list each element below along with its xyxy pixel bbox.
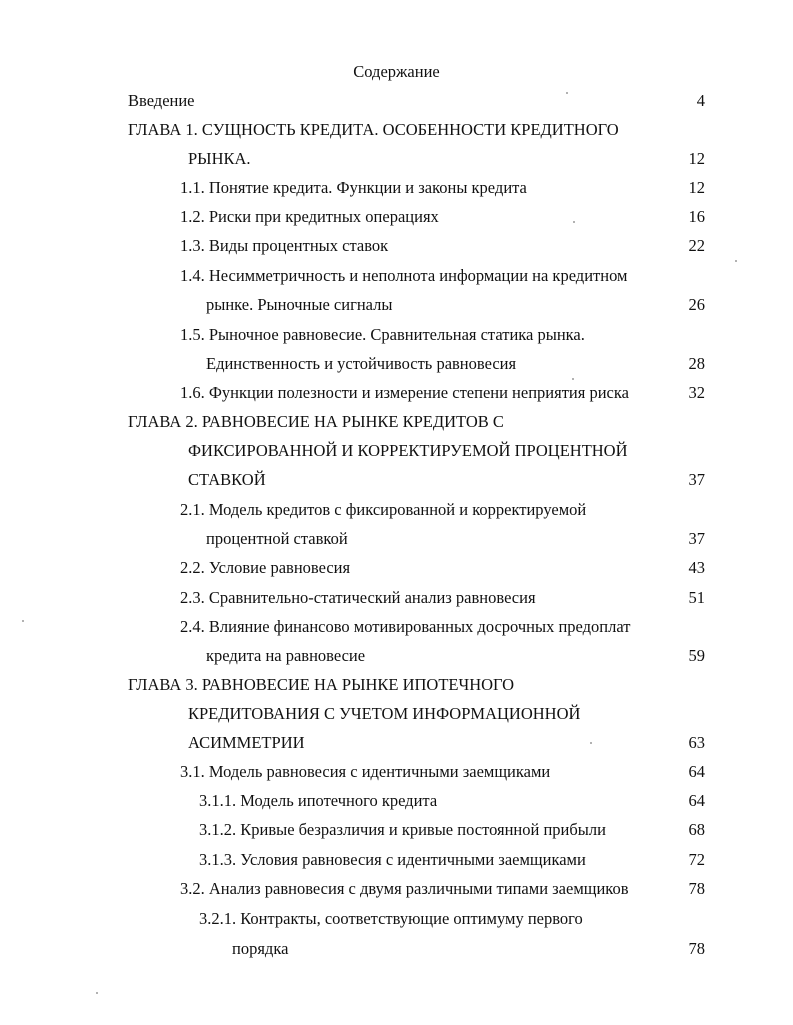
toc-page-number: 51 (688, 588, 705, 607)
toc-chapter-2-line-1: ГЛАВА 2. РАВНОВЕСИЕ НА РЫНКЕ КРЕДИТОВ С (128, 412, 504, 431)
toc-chapter-2-line-3: СТАВКОЙ (188, 470, 266, 489)
toc-entry-intro: Введение (128, 91, 195, 110)
toc-page-number: 68 (688, 820, 705, 839)
toc-section-1-6: 1.6. Функции полезности и измерение степени неприятия риска (180, 383, 629, 402)
toc-page-number: 64 (688, 762, 705, 781)
toc-section-1-4-line-2: рынке. Рыночные сигналы (206, 295, 393, 314)
toc-section-1-4-line-1: 1.4. Несимметричность и неполнота информации на кредитном (180, 266, 628, 285)
toc-page-number: 28 (688, 354, 705, 373)
toc-page-number: 43 (688, 558, 705, 577)
toc-section-3-1-2: 3.1.2. Кривые безразличия и кривые постоянной прибыли (199, 820, 606, 839)
page-title: Содержание (353, 62, 440, 81)
toc-section-3-1-3: 3.1.3. Условия равновесия с идентичными заемщиками (199, 850, 586, 869)
toc-chapter-1-line-2: РЫНКА. (188, 149, 251, 168)
toc-page-number: 63 (688, 733, 705, 752)
toc-chapter-3-line-3: АСИММЕТРИИ (188, 733, 305, 752)
toc-page-number: 32 (688, 383, 705, 402)
toc-section-3-1: 3.1. Модель равновесия с идентичными заемщиками (180, 762, 551, 781)
toc-page-number: 26 (688, 295, 705, 314)
toc-page-number: 64 (688, 791, 705, 810)
toc-page-number: 72 (688, 850, 705, 869)
toc-page-number: 78 (688, 939, 705, 958)
scan-speck (572, 378, 574, 380)
scan-speck (96, 992, 98, 994)
scan-speck (573, 221, 575, 223)
toc-section-2-4-line-2: кредита на равновесие (206, 646, 366, 665)
toc-page-number: 78 (688, 879, 705, 898)
toc-section-2-1-line-2: процентной ставкой (206, 529, 348, 548)
scan-speck (22, 620, 24, 622)
toc-section-2-2: 2.2. Условие равновесия (180, 558, 351, 577)
toc-section-1-1: 1.1. Понятие кредита. Функции и законы кредита (180, 178, 527, 197)
toc-section-2-4-line-1: 2.4. Влияние финансово мотивированных досрочных предоплат (180, 617, 631, 636)
toc-section-3-2: 3.2. Анализ равновесия с двумя различными типами заемщиков (180, 879, 629, 898)
toc-section-1-2: 1.2. Риски при кредитных операциях (180, 207, 439, 226)
toc-page-number: 37 (688, 529, 705, 548)
toc-section-2-1-line-1: 2.1. Модель кредитов с фиксированной и корректируемой (180, 500, 587, 519)
toc-section-2-3: 2.3. Сравнительно-статический анализ равновесия (180, 588, 536, 607)
scan-speck (566, 92, 568, 94)
scan-speck (590, 742, 592, 744)
toc-page-number: 37 (688, 470, 705, 489)
toc-chapter-2-line-2: ФИКСИРОВАННОЙ И КОРРЕКТИРУЕМОЙ ПРОЦЕНТНОЙ (188, 441, 628, 460)
toc-chapter-3-line-1: ГЛАВА 3. РАВНОВЕСИЕ НА РЫНКЕ ИПОТЕЧНОГО (128, 675, 515, 694)
toc-chapter-3-line-2: КРЕДИТОВАНИЯ С УЧЕТОМ ИНФОРМАЦИОННОЙ (188, 704, 581, 723)
toc-section-1-5-line-1: 1.5. Рыночное равновесие. Сравнительная статика рынка. (180, 325, 585, 344)
toc-page-number: 16 (688, 207, 705, 226)
toc-section-3-1-1: 3.1.1. Модель ипотечного кредита (199, 791, 438, 810)
toc-section-3-2-1-line-1: 3.2.1. Контракты, соответствующие оптимуму первого (199, 909, 583, 928)
toc-page-number: 22 (688, 236, 705, 255)
toc-section-3-2-1-line-2: порядка (232, 939, 289, 958)
toc-page-number: 4 (696, 91, 705, 110)
scan-speck (735, 260, 737, 262)
toc-section-1-5-line-2: Единственность и устойчивость равновесия (206, 354, 517, 373)
toc-page-number: 12 (688, 178, 705, 197)
toc-section-1-3: 1.3. Виды процентных ставок (180, 236, 389, 255)
toc-chapter-1-line-1: ГЛАВА 1. СУЩНОСТЬ КРЕДИТА. ОСОБЕННОСТИ КРЕДИТНОГО (128, 120, 619, 139)
toc-page-number: 59 (688, 646, 705, 665)
toc-page-number: 12 (688, 149, 705, 168)
